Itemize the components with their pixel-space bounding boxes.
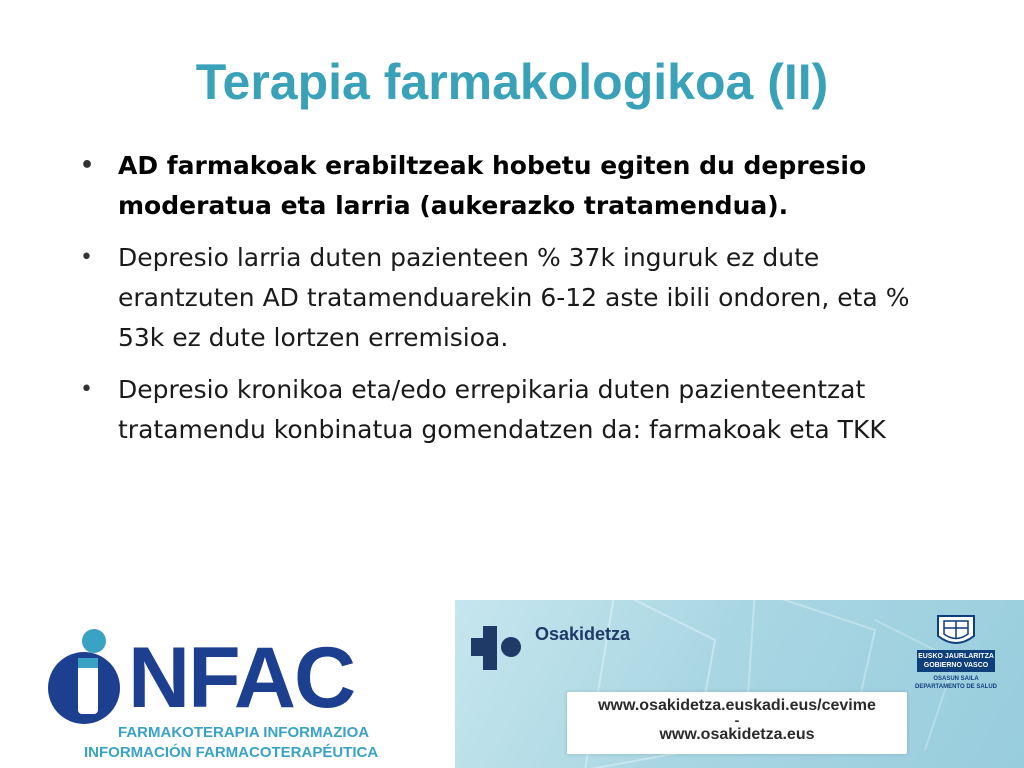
bullet-item [78,370,938,450]
infac-logo [40,610,400,760]
government-plate-line-2: GOBIERNO VASCO [923,662,989,669]
osakidetza-cross-icon [467,620,527,680]
url-separator: - [734,712,740,728]
bullet-marker: • [80,153,95,178]
url-box [567,692,907,754]
infac-logo-text: NFAC [128,630,355,726]
bullet-text: AD farmakoak erabiltzeak hobetu egiten du depresio moderatua eta larria (aukerazko tratamendua). [118,151,867,220]
footer [0,600,1024,768]
basque-government-logo [912,612,1000,712]
bullet-text: Depresio larria duten pazienteen % 37k inguruk ez dute erantzuten AD tratamenduarekin 6-12 aste ibili ondoren, eta % 53k ez dute lortzen erremisioa. [118,243,910,352]
infac-i-icon [40,628,128,728]
osakidetza-name: Osakidetza [535,624,631,644]
bullet-list [78,146,938,462]
bullet-marker: • [80,245,93,270]
government-plate-line-1: EUSKO JAURLARITZA [918,653,994,660]
government-dept-line-1: OSASUN SAILA [933,676,979,682]
osakidetza-panel [455,600,1024,768]
bullet-item [78,146,938,226]
bullet-marker: • [80,377,93,402]
cevime-url-link[interactable]: www.osakidetza.euskadi.eus/cevime [598,697,876,714]
basque-government-emblem-icon [934,612,978,650]
infac-subtitle-basque: FARMAKOTERAPIA INFORMAZIOA [118,724,370,741]
government-dept-line-2: DEPARTAMENTO DE SALUD [914,684,997,690]
infac-subtitle-spanish: INFORMACIÓN FARMACOTERAPÉUTICA [84,744,379,761]
slide-title: Terapia farmakologikoa (II) [195,54,829,110]
infac-wordmark [40,628,354,728]
bullet-text: Depresio kronikoa eta/edo errepikaria duten pazienteentzat tratamendu konbinatua gomendatzen da: farmakoak eta TKK [118,375,886,444]
government-department [912,675,1000,691]
government-plate [917,650,995,672]
bullet-item [78,238,938,358]
osakidetza-url-link[interactable]: www.osakidetza.eus [659,726,815,743]
